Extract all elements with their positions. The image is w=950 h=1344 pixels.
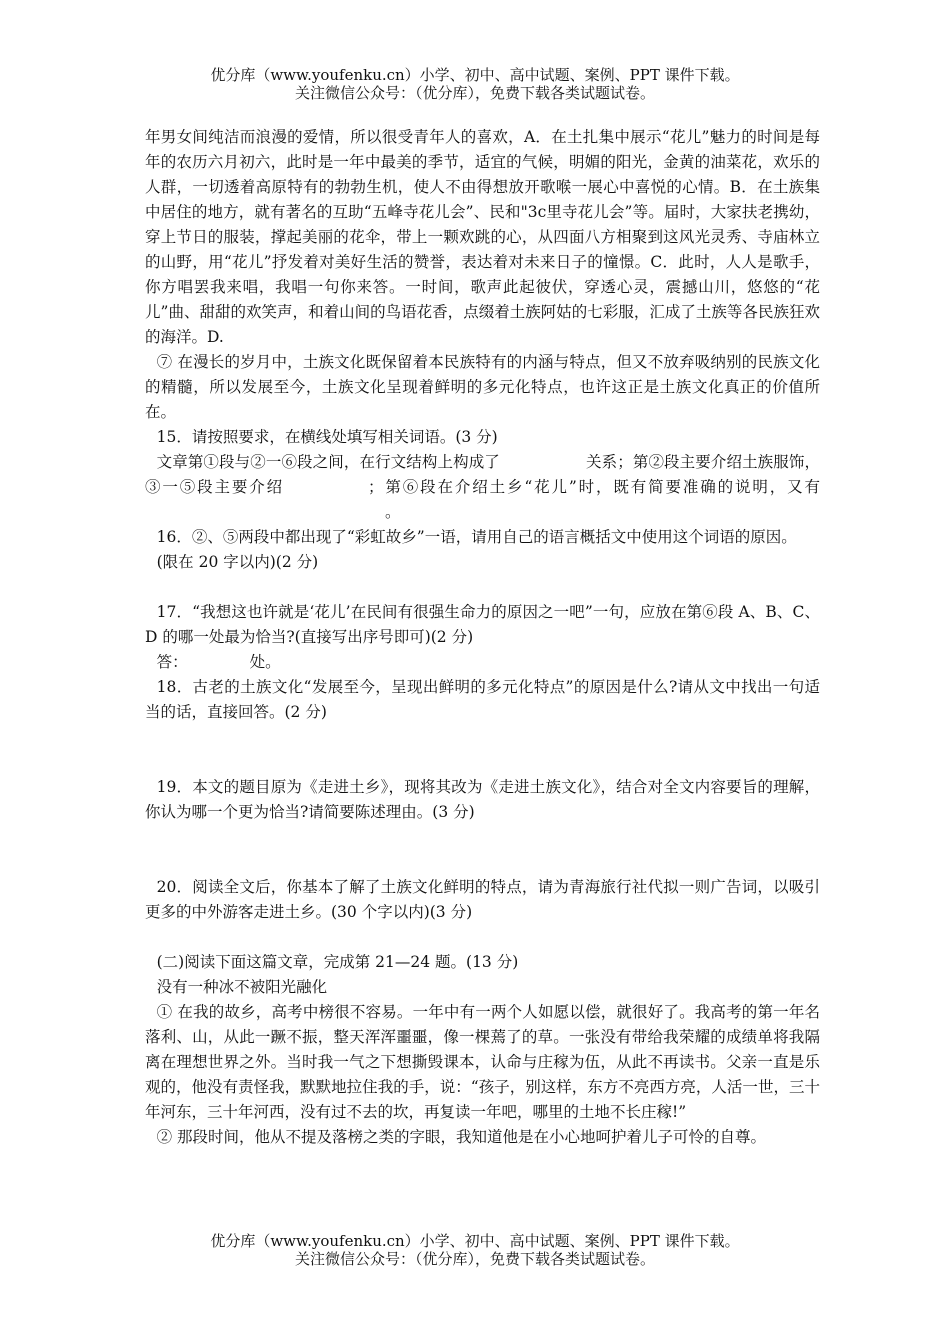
question-20: 20．阅读全文后，你基本了解了土族文化鲜明的特点，请为青海旅行社代拟一则广告词，以吸引更多的中外游客走进土乡。(30 个字以内)(3 分) <box>145 878 820 921</box>
question-15-title: 15．请按照要求，在横线处填写相关词语。(3 分) <box>156 428 498 446</box>
question-16: 16．②、⑤两段中都出现了“彩虹故乡”一语，请用自己的语言概括文中使用这个词语的原因。 <box>156 528 797 546</box>
answer-space <box>145 725 820 775</box>
section-2-heading: (二)阅读下面这篇文章，完成第 21—24 题。(13 分) <box>156 953 519 971</box>
page-header <box>0 66 950 102</box>
answer-suffix: 处。 <box>249 653 281 671</box>
question-16-limit: (限在 20 字以内)(2 分) <box>156 553 319 571</box>
article-title: 没有一种冰不被阳光融化 <box>156 978 328 996</box>
answer-label: 答： <box>156 653 188 671</box>
header-line-2: 关注微信公众号：（优分库），免费下载各类试题试卷。 <box>294 84 655 102</box>
question-15-body <box>145 450 820 525</box>
header-line-1: 优分库（www.youfenku.cn）小学、初中、高中试题、案例、PPT 课件下载。 <box>210 66 740 84</box>
answer-space <box>145 825 820 875</box>
document-body <box>145 125 820 1150</box>
answer-space <box>145 925 820 950</box>
question-15-part-a: 文章第①段与②一⑥段之间，在行文结构上构成了 <box>156 453 500 471</box>
article-paragraph-1: ① 在我的故乡，高考中榜很不容易。一年中有一两个人如愿以偿，就很好了。我高考的第一年名落利、山，从此一蹶不振，整天浑浑噩噩，像一棵蔫了的草。一张没有带给我荣耀的成绩单将我隔离在理想世界之外。当时我一气之下想撕毁课本，认命与庄稼为伍，从此不再读书。父亲一直是乐观的，他没有责怪我，默默地拉住我的手，说：“孩子，别这样，东方不亮西方亮，人活一世，三十年河东，三十年河西，没有过不去的坎，再复读一年吧，哪里的土地不长庄稼!” <box>145 1003 820 1121</box>
question-19: 19．本文的题目原为《走进土乡》，现将其改为《走进土族文化》，结合对全文内容要旨的理解，你认为哪一个更为恰当?请简要陈述理由。(3 分) <box>145 778 820 821</box>
answer-space <box>145 575 820 600</box>
question-15-end: 。 <box>385 503 401 521</box>
paragraph-7: ⑦ 在漫长的岁月中，土族文化既保留着本民族特有的内涵与特点，但又不放弃吸纳别的民族文化的精髓，所以发展至今，土族文化呈现着鲜明的多元化特点，也许这正是土族文化真正的价值所在。 <box>145 353 820 421</box>
paragraph-6-continued: 年男女间纯洁而浪漫的爱情，所以很受青年人的喜欢，A．在土扎集中展示“花儿”魅力的时间是每年的农历六月初六，此时是一年中最美的季节，适宜的气候，明媚的阳光，金黄的油菜花，欢乐的人群，一切透着高原特有的勃勃生机，使人不由得想放开歌喉一展心中喜悦的心情。B．在土族集中居住的地方，就有著名的互助“五峰寺花儿会”、民和"3c里寺花儿会”等。届时，大家扶老携幼，穿上节日的服装，撑起美丽的花伞，带上一颗欢跳的心，从四面八方相聚到这风光灵秀、寺庙林立的山野，用“花儿”抒发着对美好生活的赞誉，表达着对未来日子的憧憬。C．此时，人人是歌手，你方唱罢我来唱，我唱一句你来答。一时间，歌声此起彼伏，穿透心灵，震撼山川，悠悠的“花儿”曲、甜甜的欢笑声，和着山间的鸟语花香，点缀着土族阿姑的七彩服，汇成了土族等各民族狂欢的海洋。D. <box>145 128 820 346</box>
question-15-part-c: ；第⑥段在介绍土乡“花儿”时，既有简要准确的说明，又有 <box>367 478 820 496</box>
footer-line-2: 关注微信公众号：（优分库），免费下载各类试题试卷。 <box>294 1250 655 1268</box>
footer-line-1: 优分库（www.youfenku.cn）小学、初中、高中试题、案例、PPT 课件下载。 <box>210 1232 740 1250</box>
article-paragraph-2: ② 那段时间，他从不提及落榜之类的字眼，我知道他是在小心地呵护着儿子可怜的自尊。 <box>156 1128 767 1146</box>
question-18: 18．古老的土族文化“发展至今，呈现出鲜明的多元化特点”的原因是什么?请从文中找出一句适当的话，直接回答。(2 分) <box>145 678 820 721</box>
question-15-part-b: 关系；第②段主要介绍土族服饰，③一⑤段主要介绍 <box>145 453 820 496</box>
question-17-answer <box>145 650 820 675</box>
page-footer <box>0 1232 950 1268</box>
question-17: 17．“我想这也许就是‘花儿’在民间有很强生命力的原因之一吧”一句，应放在第⑥段 A、B、C、D 的哪一处最为恰当?(直接写出序号即可)(2 分) <box>145 603 820 646</box>
